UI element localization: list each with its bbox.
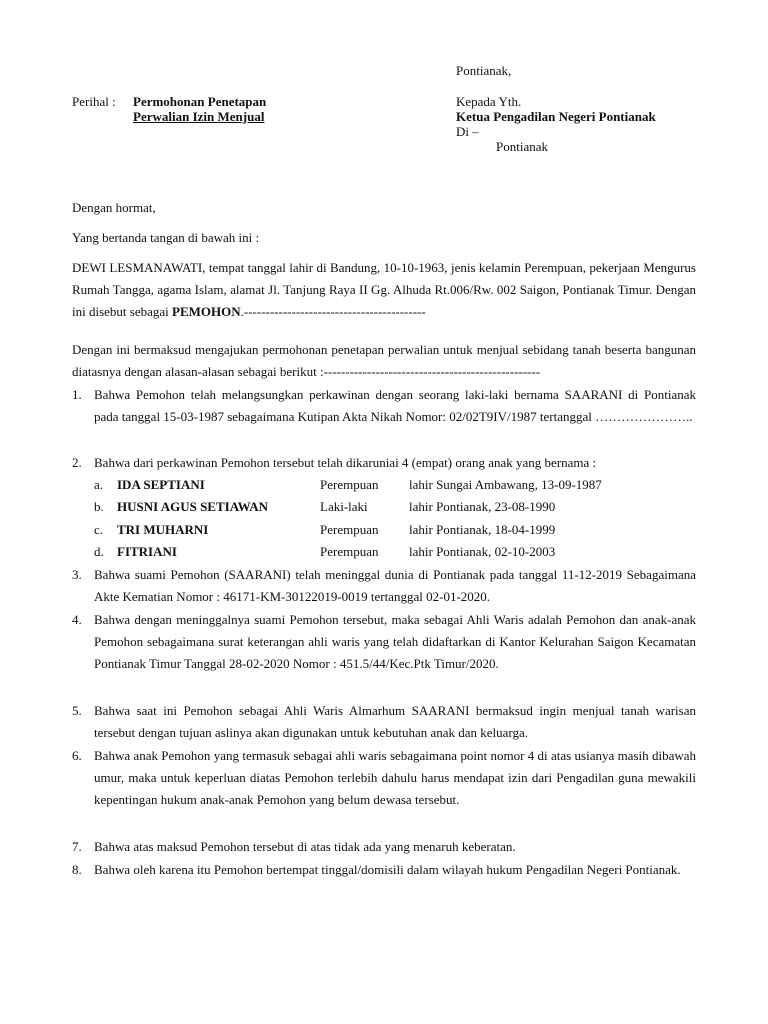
child-birth: lahir Pontianak, 02-10-2003 xyxy=(409,544,556,559)
identity-paragraph xyxy=(72,257,696,323)
child-letter: d. xyxy=(94,544,104,559)
child-gender: Laki-laki xyxy=(320,499,368,514)
child-gender: Perempuan xyxy=(320,522,379,537)
child-letter: c. xyxy=(94,522,104,537)
kepada-yth: Kepada Yth. xyxy=(456,94,522,109)
recipient: Ketua Pengadilan Negeri Pontianak xyxy=(456,109,656,124)
point-number: 3. xyxy=(72,567,82,582)
point-text: Bahwa saat ini Pemohon sebagai Ahli Waris Almarhum SAARANI bermaksud ingin menjual tanah warisan tersebut dengan tujuan aslinya akan digunakan untuk kebutuhan anak dan keluarga. xyxy=(94,703,696,740)
pemohon-label: PEMOHON xyxy=(172,304,241,319)
point-text: Bahwa dengan meninggalnya suami Pemohon tersebut, maka sebagai Ahli Waris adalah Pemohon dan anak-anak Pemohon sebagaimana surat keterangan ahli waris yang telah didaftarkan di Kantor Kelurahan Saigon Kecamatan Pontianak Timur Tanggal 28-02-2020 Nomor : 451.5/44/Kec.Ptk Timur/2020. xyxy=(94,612,696,671)
perihal-line-1: Permohonan Penetapan xyxy=(133,94,267,109)
child-name: TRI MUHARNI xyxy=(117,522,209,537)
point-number: 5. xyxy=(72,703,82,718)
point-number: 7. xyxy=(72,839,82,854)
point-number: 4. xyxy=(72,612,82,627)
child-gender: Perempuan xyxy=(320,544,379,559)
point-number: 2. xyxy=(72,455,82,470)
greeting: Dengan hormat, xyxy=(72,200,156,215)
di-label: Di – xyxy=(456,124,479,139)
child-name: HUSNI AGUS SETIAWAN xyxy=(117,499,268,514)
purpose-paragraph: Dengan ini bermaksud mengajukan permohonan penetapan perwalian untuk menjual sebidang tanah beserta bangunan diatasnya dengan alasan-alasan sebagai berikut :-------------------------------------------------- xyxy=(72,342,696,379)
point-text: Bahwa suami Pemohon (SAARANI) telah meninggal dunia di Pontianak pada tanggal 11-12-2019 Sebagaimana Akte Kematian Nomor : 46171-KM-30122019-0019 tertanggal 02-01-2020. xyxy=(94,567,696,604)
child-letter: a. xyxy=(94,477,104,492)
point-number: 6. xyxy=(72,748,82,763)
point-text: Bahwa dari perkawinan Pemohon tersebut telah dikaruniai 4 (empat) orang anak yang bernama : xyxy=(94,455,597,470)
child-letter: b. xyxy=(94,499,104,514)
child-birth: lahir Sungai Ambawang, 13-09-1987 xyxy=(409,477,602,492)
point-text: Bahwa Pemohon telah melangsungkan perkawinan dengan seorang laki-laki bernama SAARANI di Pontianak pada tanggal 15-03-1987 sebagaimana Kutipan Akta Nikah Nomor: 02/02T9IV/1987 tertanggal ………………….. xyxy=(94,387,696,424)
perihal-line-2: Perwalian Izin Menjual xyxy=(133,109,265,124)
point-text: Bahwa oleh karena itu Pemohon bertempat tinggal/domisili dalam wilayah hukum Pengadilan Negeri Pontianak. xyxy=(94,862,681,877)
point-number: 8. xyxy=(72,862,82,877)
child-birth: lahir Pontianak, 18-04-1999 xyxy=(409,522,556,537)
perihal-label: Perihal : xyxy=(72,94,116,109)
point-number: 1. xyxy=(72,387,82,402)
identity-text: DEWI LESMANAWATI, tempat tanggal lahir di Bandung, 10-10-1963, jenis kelamin Perempuan, pekerjaan Mengurus Rumah Tangga, agama Islam, alamat Jl. Tanjung Raya II Gg. Alhuda Rt.006/Rw. 002 Saigon, Pontianak Timur. Dengan ini disebut sebagai xyxy=(72,260,696,319)
child-gender: Perempuan xyxy=(320,477,379,492)
recipient-city: Pontianak xyxy=(496,139,548,154)
point-text: Bahwa anak Pemohon yang termasuk sebagai ahli waris sebagaimana point nomor 4 di atas usianya masih dibawah umur, maka untuk keperluan diatas Pemohon terlebih dahulu harus mendapat izin dari Pengadilan guna mewakili kepentingan hukum anak-anak Pemohon yang belum dewasa tersebut. xyxy=(94,748,696,807)
child-name: FITRIANI xyxy=(117,544,177,559)
intro-line: Yang bertanda tangan di bawah ini : xyxy=(72,230,260,245)
point-text: Bahwa atas maksud Pemohon tersebut di atas tidak ada yang menaruh keberatan. xyxy=(94,839,516,854)
letter-place: Pontianak, xyxy=(456,63,512,78)
child-name: IDA SEPTIANI xyxy=(117,477,205,492)
identity-dashes: .------------------------------------------ xyxy=(240,304,426,319)
child-birth: lahir Pontianak, 23-08-1990 xyxy=(409,499,556,514)
